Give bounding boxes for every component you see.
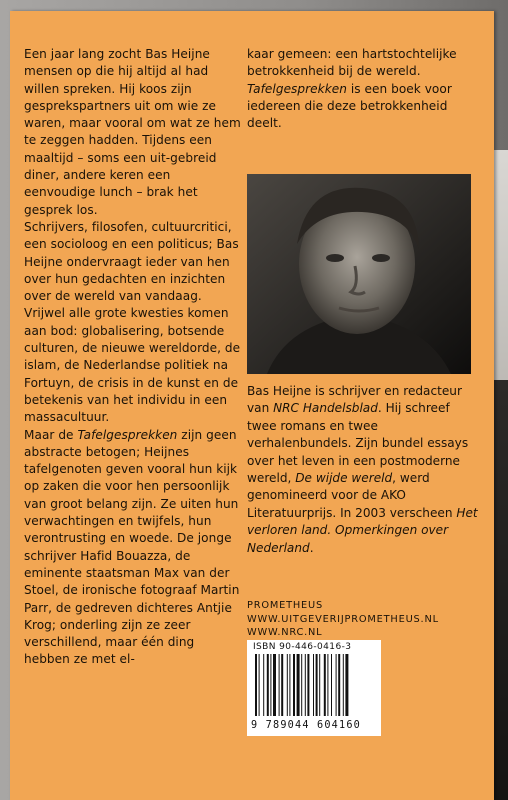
blurb-right-column xyxy=(247,46,477,132)
blurb-paragraph-2: Schrijvers, filosofen, cultuurcritici, een socioloog en een politicus; Bas Heijne ondervraagt ieder van hen over hun gedachten en inzichten over de wereld van vandaag. Vrijwel alle grote kwesties komen aan bod: globalisering, botsende culturen, de nieuwe wereldorde, de islam, de Nederlandse politiek na Fortuyn, de crisis in de kunst en de betekenis van het individu in een massacultuur. xyxy=(24,219,241,425)
barcode-label xyxy=(247,640,381,736)
publisher-name: PROMETHEUS xyxy=(247,600,323,611)
barcode-bars xyxy=(255,654,373,718)
blurb-paragraph-3: Maar de Tafelgesprekken zijn geen abstracte betogen; Heijnes tafelgenoten geven vooral hun kijk op zaken die voor hen persoonlijk van groot belang zijn. Ze uiten hun verwachtingen en twijfels, hun verontrusting en woede. De jonge schrijver Hafid Bouazza, de eminente staatsman Max van der Stoel, de ironische fotograaf Martin Parr, de gedreven dichteres Antjie Krog; onderling zijn ze zeer verschillend, maar één ding hebben ze met el- xyxy=(24,427,240,667)
author-portrait-image xyxy=(247,174,471,374)
newspaper-url: WWW.NRC.NL xyxy=(247,627,323,638)
blurb-continuation: kaar gemeen: een hartstochtelijke betrokkenheid bij de wereld. xyxy=(247,47,457,79)
blurb-left-column xyxy=(24,46,242,669)
author-photo xyxy=(247,174,471,374)
blurb-paragraph-1: Een jaar lang zocht Bas Heijne mensen op die hij altijd al had willen spreken. Hij koos zijn gesprekspartners uit om wie ze waren, maar vooral om wat ze hem te zeggen hadden. Tijdens een maaltijd – soms een uit-gebreid diner, andere keren een eenvoudige lunch – brak het gesprek los. xyxy=(24,47,241,217)
author-bio: Bas Heijne is schrijver en redacteur van NRC Handelsblad. Hij schreef twee romans en twee verhalenbundels. Zijn bundel essays over het leven in een postmoderne wereld, De wijde wereld, werd genomineerd voor de AKO Literatuurprijs. In 2003 verscheen Het verloren land. Opmerkingen over Nederland. xyxy=(247,384,478,555)
publisher-url: WWW.UITGEVERIJPROMETHEUS.NL xyxy=(247,613,439,625)
blurb-closing: Tafelgesprekken is een boek voor iedereen die deze betrokkenheid deelt. xyxy=(247,81,452,131)
publisher-info xyxy=(247,599,479,640)
isbn-text: ISBN 90-446-0416-3 xyxy=(253,642,352,652)
barcode-number: 9 789044 604160 xyxy=(251,720,362,731)
